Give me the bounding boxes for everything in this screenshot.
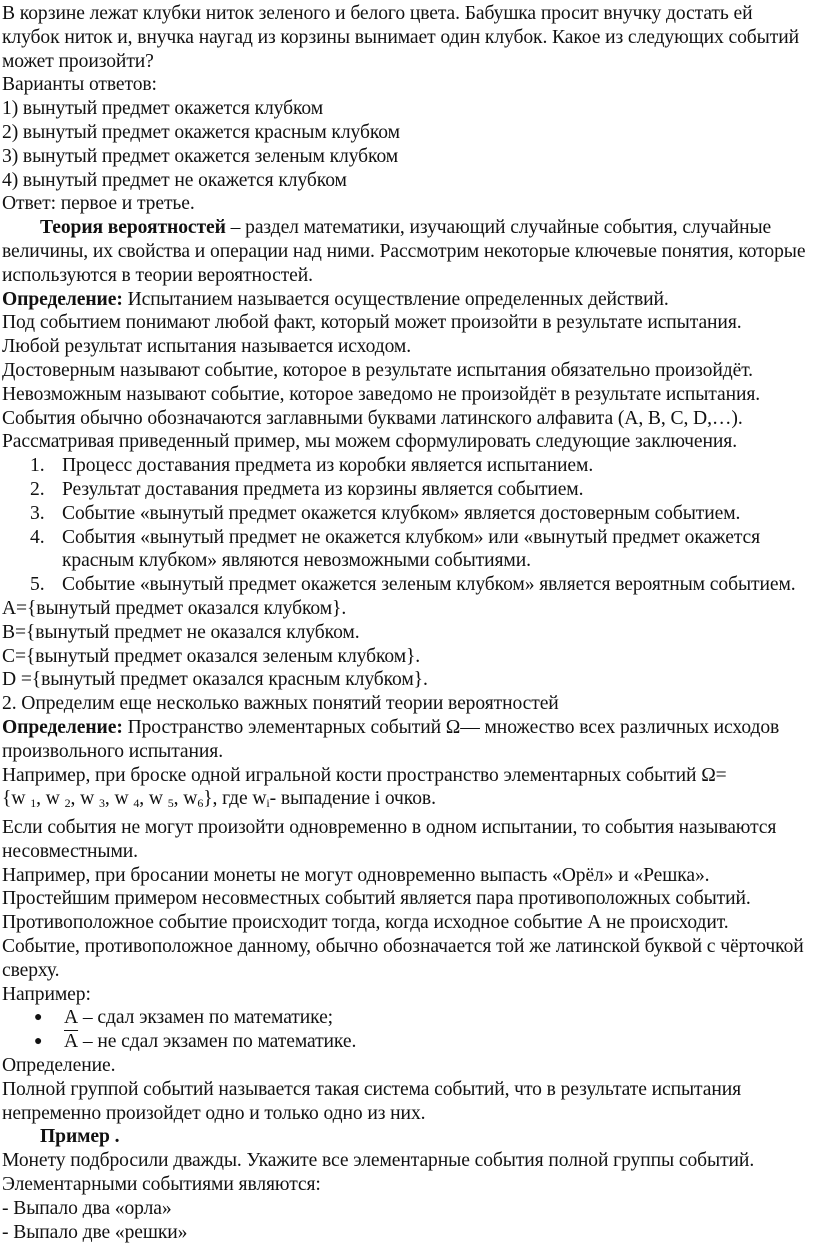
definition-text: Испытанием называется осуществление определенных действий. xyxy=(122,288,669,310)
list-item-text: События «вынутый предмет не окажется клубком» или «вынутый предмет окажется красным клубком» являются невозможными событиями. xyxy=(62,526,761,572)
theory-paragraph xyxy=(2,216,814,287)
event-letter-overbar: А xyxy=(64,1031,79,1053)
list-item xyxy=(30,526,814,574)
list-number: 4. xyxy=(30,526,45,548)
event-letter: А xyxy=(64,1007,79,1029)
bullet-item xyxy=(34,1006,814,1030)
option-3: 3) вынутый предмет окажется зеленым клубком xyxy=(2,145,399,167)
definition-label-plain: Определение. xyxy=(2,1055,116,1077)
list-item-text: Результат доставания предмета из корзины является событием. xyxy=(62,478,584,500)
event-definition: С={вынутый предмет оказался зеленым клубком}. xyxy=(2,645,421,667)
definition-trial xyxy=(2,288,814,312)
answer-line: Ответ: первое и третье. xyxy=(2,193,195,215)
bullet-text: – сдал экзамен по математике; xyxy=(78,1007,334,1029)
list-number: 3. xyxy=(30,502,45,524)
list-item-text: Событие «вынутый предмет окажется клубком» является достоверным событием. xyxy=(62,502,741,524)
list-item xyxy=(30,573,814,597)
text-line: Например, при бросании монеты не могут одновременно выпасть «Орёл» и «Решка». xyxy=(2,864,710,886)
event-definition: В={вынутый предмет не оказался клубком. xyxy=(2,621,360,643)
list-item xyxy=(30,454,814,478)
text-line: Например: xyxy=(2,983,91,1005)
text-line: События обычно обозначаются заглавными буквами латинского алфавита (А, В, С, D,…). xyxy=(2,407,743,429)
list-item-text: Событие «вынутый предмет окажется зеленым клубком» является вероятным событием. xyxy=(62,574,796,596)
event-definition: D ={вынутый предмет оказался красным клубком}. xyxy=(2,669,428,691)
example-die-line: Например, при броске одной игральной кости пространство элементарных событий Ω= xyxy=(2,764,727,786)
text-line: Невозможным называют событие, которое заведомо не произойдёт в результате испытания. xyxy=(2,383,761,405)
list-item xyxy=(30,478,814,502)
text-line: Простейшим примером несовместных событий является пара противоположных событий. xyxy=(2,888,751,910)
text-line: Элементарными событиями являются: xyxy=(2,1174,321,1196)
list-number: 2. xyxy=(30,478,45,500)
example-heading: Пример . xyxy=(40,1126,120,1148)
problem-text: В корзине лежат клубки ниток зеленого и белого цвета. Бабушка просит внучку достать ей клубок ниток и, внучка наугад из корзины вынимает один клубок. Какое из следующих событий может произойти? xyxy=(2,3,799,72)
list-item-text: Процесс доставания предмета из коробки является испытанием. xyxy=(62,455,594,477)
variants-heading: Варианты ответов: xyxy=(2,74,157,96)
definition-sample-space xyxy=(2,716,814,764)
conclusions-list xyxy=(2,454,814,597)
text-line: Противоположное событие происходит тогда, когда исходное событие А не происходит. xyxy=(2,912,729,934)
option-2: 2) вынутый предмет окажется красным клубком xyxy=(2,121,400,143)
option-4: 4) вынутый предмет не окажется клубком xyxy=(2,169,347,191)
text-line: - Выпало два «орла» xyxy=(2,1197,172,1219)
text-line: Под событием понимают любой факт, который может произойти в результате испытания. xyxy=(2,312,742,334)
option-1: 1) вынутый предмет окажется клубком xyxy=(2,98,324,120)
bullet-icon: ● xyxy=(34,1010,43,1026)
bullet-item xyxy=(34,1030,814,1054)
text-line: Событие, противоположное данному, обычно обозначается той же латинской буквой с чёрточкой сверху. xyxy=(2,936,804,981)
definition-full-group: Полной группой событий называется такая система событий, что в результате испытания непременно произойдет одно и только одно из них. xyxy=(2,1078,742,1124)
list-number: 1. xyxy=(30,455,45,477)
sample-space-set: {w $_1$, w $_2$, w $_3$, w $_4$, w $_5$, $w_6$}, где $w_i-$ выпадение i очков. xyxy=(2,788,436,811)
bullet-text: – не сдал экзамен по математике. xyxy=(78,1031,357,1053)
theory-text: – раздел математики, изучающий случайные события, случайные величины, их свойства и операции над ними. Рассмотрим некоторые ключевые понятия, которые используются в теории вероятностей. xyxy=(2,217,806,286)
definition-label: Определение: xyxy=(2,288,123,310)
text-line: Любой результат испытания называется исходом. xyxy=(2,336,411,358)
definition-label: Определение: xyxy=(2,716,123,738)
list-number: 5. xyxy=(30,574,45,596)
text-line: Если события не могут произойти одновременно в одном испытании, то события называются несовместными. xyxy=(2,817,777,862)
text-line: Рассматривая приведенный пример, мы можем сформулировать следующие заключения. xyxy=(2,431,738,453)
bullet-list xyxy=(2,1006,814,1054)
text-line: Достоверным называют событие, которое в результате испытания обязательно произойдёт. xyxy=(2,359,753,381)
section-heading: 2. Определим еще несколько важных понятий теории вероятностей xyxy=(2,693,559,715)
event-definition: А={вынутый предмет оказался клубком}. xyxy=(2,597,347,619)
list-item xyxy=(30,502,814,526)
text-line: - Выпало две «решки» xyxy=(2,1221,188,1243)
definition-text: Пространство элементарных событий Ω— множество всех различных исходов произвольного испытания. xyxy=(2,716,780,762)
text-line: Монету подбросили дважды. Укажите все элементарные события полной группы событий. xyxy=(2,1150,755,1172)
theory-term: Теория вероятностей xyxy=(40,217,226,239)
bullet-icon: ● xyxy=(34,1034,43,1050)
